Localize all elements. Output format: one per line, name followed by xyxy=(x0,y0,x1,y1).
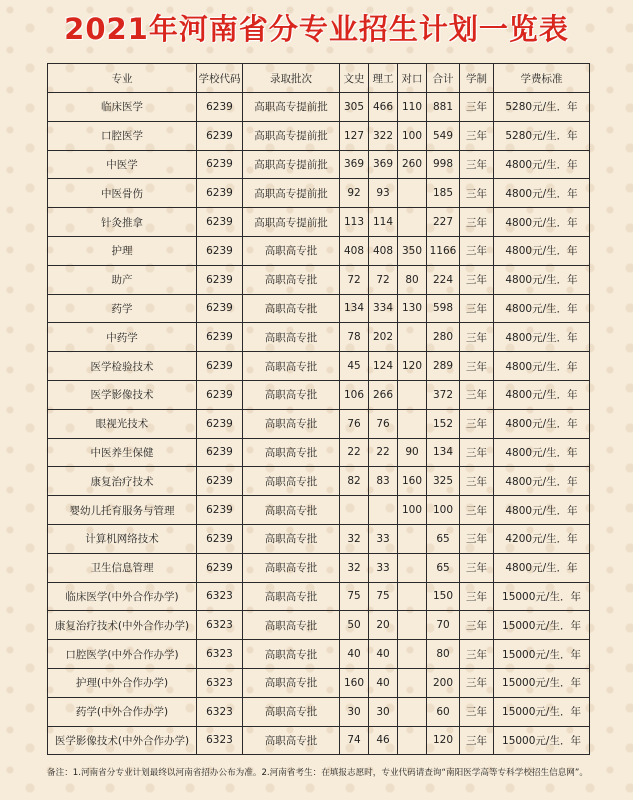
cell-total: 185 xyxy=(427,179,460,208)
enrollment-table xyxy=(47,63,590,755)
cell-major: 中药学 xyxy=(48,323,197,352)
cell-vocational xyxy=(398,553,427,582)
cell-vocational: 130 xyxy=(398,294,427,323)
cell-total: 325 xyxy=(427,467,460,496)
cell-tuition: 4800元/生．年 xyxy=(494,265,590,294)
cell-school-code: 6239 xyxy=(197,496,243,525)
cell-school-code: 6239 xyxy=(197,265,243,294)
cell-school-code: 6239 xyxy=(197,179,243,208)
cell-tuition: 15000元/生．年 xyxy=(494,640,590,669)
cell-duration: 三年 xyxy=(460,265,494,294)
cell-total: 549 xyxy=(427,121,460,150)
header-school-code: 学校代码 xyxy=(197,64,243,93)
cell-vocational xyxy=(398,179,427,208)
cell-science: 202 xyxy=(369,323,398,352)
cell-major: 口腔医学 xyxy=(48,121,197,150)
header-liberal-arts: 文史 xyxy=(340,64,369,93)
cell-duration: 三年 xyxy=(460,323,494,352)
cell-science: 124 xyxy=(369,352,398,381)
cell-major: 康复治疗技术 xyxy=(48,467,197,496)
cell-major: 口腔医学(中外合作办学) xyxy=(48,640,197,669)
cell-batch: 高职高专批 xyxy=(243,409,340,438)
cell-vocational xyxy=(398,208,427,237)
cell-duration: 三年 xyxy=(460,467,494,496)
cell-duration: 三年 xyxy=(460,121,494,150)
table-row xyxy=(48,668,590,697)
cell-science: 266 xyxy=(369,380,398,409)
cell-science: 72 xyxy=(369,265,398,294)
cell-vocational: 100 xyxy=(398,496,427,525)
cell-total: 60 xyxy=(427,697,460,726)
cell-total: 280 xyxy=(427,323,460,352)
cell-batch: 高职高专提前批 xyxy=(243,121,340,150)
cell-major: 中医骨伤 xyxy=(48,179,197,208)
cell-school-code: 6239 xyxy=(197,121,243,150)
cell-tuition: 4800元/生．年 xyxy=(494,294,590,323)
cell-batch: 高职高专提前批 xyxy=(243,150,340,179)
cell-batch: 高职高专批 xyxy=(243,553,340,582)
table-row xyxy=(48,93,590,122)
cell-duration: 三年 xyxy=(460,179,494,208)
cell-total: 65 xyxy=(427,524,460,553)
header-duration: 学制 xyxy=(460,64,494,93)
cell-liberal-arts: 22 xyxy=(340,438,369,467)
cell-total: 70 xyxy=(427,611,460,640)
cell-major: 护理 xyxy=(48,236,197,265)
cell-batch: 高职高专批 xyxy=(243,524,340,553)
header-batch: 录取批次 xyxy=(243,64,340,93)
cell-batch: 高职高专批 xyxy=(243,726,340,755)
cell-science: 40 xyxy=(369,640,398,669)
cell-batch: 高职高专批 xyxy=(243,352,340,381)
cell-duration: 三年 xyxy=(460,496,494,525)
cell-science: 22 xyxy=(369,438,398,467)
cell-batch: 高职高专批 xyxy=(243,323,340,352)
cell-tuition: 15000元/生．年 xyxy=(494,611,590,640)
cell-vocational xyxy=(398,668,427,697)
table-row xyxy=(48,121,590,150)
cell-tuition: 4800元/生．年 xyxy=(494,179,590,208)
cell-liberal-arts: 50 xyxy=(340,611,369,640)
cell-total: 998 xyxy=(427,150,460,179)
cell-liberal-arts: 74 xyxy=(340,726,369,755)
table-row xyxy=(48,726,590,755)
cell-science: 114 xyxy=(369,208,398,237)
table-row xyxy=(48,150,590,179)
cell-batch: 高职高专提前批 xyxy=(243,93,340,122)
cell-major: 婴幼儿托育服务与管理 xyxy=(48,496,197,525)
cell-duration: 三年 xyxy=(460,294,494,323)
cell-total: 134 xyxy=(427,438,460,467)
cell-science: 33 xyxy=(369,524,398,553)
header-science: 理工 xyxy=(369,64,398,93)
cell-science: 30 xyxy=(369,697,398,726)
cell-science: 322 xyxy=(369,121,398,150)
cell-duration: 三年 xyxy=(460,352,494,381)
table-row xyxy=(48,208,590,237)
cell-duration: 三年 xyxy=(460,93,494,122)
cell-school-code: 6239 xyxy=(197,208,243,237)
cell-school-code: 6239 xyxy=(197,380,243,409)
table-row xyxy=(48,582,590,611)
cell-major: 计算机网络技术 xyxy=(48,524,197,553)
cell-liberal-arts: 76 xyxy=(340,409,369,438)
cell-school-code: 6323 xyxy=(197,668,243,697)
cell-tuition: 4800元/生．年 xyxy=(494,467,590,496)
cell-science: 46 xyxy=(369,726,398,755)
cell-science: 20 xyxy=(369,611,398,640)
table-row xyxy=(48,323,590,352)
cell-liberal-arts: 369 xyxy=(340,150,369,179)
cell-liberal-arts: 127 xyxy=(340,121,369,150)
header-major: 专业 xyxy=(48,64,197,93)
table-row xyxy=(48,179,590,208)
table-body xyxy=(48,93,590,755)
cell-batch: 高职高专批 xyxy=(243,438,340,467)
cell-liberal-arts: 40 xyxy=(340,640,369,669)
cell-vocational xyxy=(398,323,427,352)
cell-batch: 高职高专提前批 xyxy=(243,179,340,208)
cell-total: 227 xyxy=(427,208,460,237)
cell-science: 83 xyxy=(369,467,398,496)
cell-science xyxy=(369,496,398,525)
table-row xyxy=(48,236,590,265)
cell-vocational xyxy=(398,726,427,755)
cell-school-code: 6323 xyxy=(197,582,243,611)
page-title: 2021年河南省分专业招生计划一览表 xyxy=(64,12,569,46)
cell-vocational: 110 xyxy=(398,93,427,122)
cell-batch: 高职高专批 xyxy=(243,380,340,409)
table-row xyxy=(48,294,590,323)
cell-tuition: 4200元/生．年 xyxy=(494,524,590,553)
table-row xyxy=(48,265,590,294)
header-vocational: 对口 xyxy=(398,64,427,93)
cell-school-code: 6239 xyxy=(197,323,243,352)
cell-science: 408 xyxy=(369,236,398,265)
cell-science: 466 xyxy=(369,93,398,122)
cell-liberal-arts: 72 xyxy=(340,265,369,294)
cell-batch: 高职高专批 xyxy=(243,582,340,611)
cell-major: 针灸推拿 xyxy=(48,208,197,237)
cell-school-code: 6239 xyxy=(197,438,243,467)
cell-liberal-arts: 106 xyxy=(340,380,369,409)
cell-liberal-arts: 92 xyxy=(340,179,369,208)
cell-duration: 三年 xyxy=(460,668,494,697)
cell-liberal-arts: 30 xyxy=(340,697,369,726)
cell-total: 881 xyxy=(427,93,460,122)
header-total: 合计 xyxy=(427,64,460,93)
cell-tuition: 4800元/生．年 xyxy=(494,236,590,265)
cell-vocational xyxy=(398,582,427,611)
table-row xyxy=(48,611,590,640)
cell-vocational xyxy=(398,697,427,726)
cell-school-code: 6239 xyxy=(197,352,243,381)
cell-total: 1166 xyxy=(427,236,460,265)
cell-tuition: 4800元/生．年 xyxy=(494,409,590,438)
cell-liberal-arts: 32 xyxy=(340,524,369,553)
table-row xyxy=(48,553,590,582)
cell-school-code: 6239 xyxy=(197,553,243,582)
cell-duration: 三年 xyxy=(460,697,494,726)
cell-batch: 高职高专批 xyxy=(243,294,340,323)
cell-duration: 三年 xyxy=(460,611,494,640)
cell-vocational: 90 xyxy=(398,438,427,467)
cell-science: 369 xyxy=(369,150,398,179)
cell-vocational xyxy=(398,640,427,669)
cell-major: 康复治疗技术(中外合作办学) xyxy=(48,611,197,640)
cell-major: 中医学 xyxy=(48,150,197,179)
cell-liberal-arts: 408 xyxy=(340,236,369,265)
table-row xyxy=(48,438,590,467)
cell-duration: 三年 xyxy=(460,726,494,755)
cell-liberal-arts: 305 xyxy=(340,93,369,122)
cell-liberal-arts: 134 xyxy=(340,294,369,323)
cell-batch: 高职高专批 xyxy=(243,467,340,496)
cell-tuition: 4800元/生．年 xyxy=(494,380,590,409)
cell-vocational: 350 xyxy=(398,236,427,265)
cell-batch: 高职高专批 xyxy=(243,668,340,697)
cell-school-code: 6323 xyxy=(197,611,243,640)
cell-school-code: 6239 xyxy=(197,236,243,265)
cell-school-code: 6323 xyxy=(197,640,243,669)
cell-major: 眼视光技术 xyxy=(48,409,197,438)
cell-science: 334 xyxy=(369,294,398,323)
table-row xyxy=(48,496,590,525)
cell-liberal-arts xyxy=(340,496,369,525)
cell-duration: 三年 xyxy=(460,380,494,409)
cell-liberal-arts: 82 xyxy=(340,467,369,496)
cell-duration: 三年 xyxy=(460,150,494,179)
cell-major: 临床医学 xyxy=(48,93,197,122)
cell-batch: 高职高专批 xyxy=(243,611,340,640)
cell-duration: 三年 xyxy=(460,208,494,237)
cell-science: 75 xyxy=(369,582,398,611)
cell-major: 护理(中外合作办学) xyxy=(48,668,197,697)
cell-vocational: 120 xyxy=(398,352,427,381)
cell-major: 中医养生保健 xyxy=(48,438,197,467)
table-row xyxy=(48,380,590,409)
table-row xyxy=(48,697,590,726)
cell-major: 药学(中外合作办学) xyxy=(48,697,197,726)
cell-school-code: 6323 xyxy=(197,697,243,726)
cell-duration: 三年 xyxy=(460,236,494,265)
cell-school-code: 6239 xyxy=(197,467,243,496)
cell-tuition: 4800元/生．年 xyxy=(494,438,590,467)
cell-total: 200 xyxy=(427,668,460,697)
cell-vocational xyxy=(398,524,427,553)
cell-duration: 三年 xyxy=(460,582,494,611)
cell-batch: 高职高专批 xyxy=(243,496,340,525)
cell-total: 120 xyxy=(427,726,460,755)
cell-tuition: 4800元/生．年 xyxy=(494,150,590,179)
cell-major: 临床医学(中外合作办学) xyxy=(48,582,197,611)
cell-liberal-arts: 32 xyxy=(340,553,369,582)
cell-batch: 高职高专批 xyxy=(243,640,340,669)
cell-school-code: 6239 xyxy=(197,93,243,122)
cell-vocational: 100 xyxy=(398,121,427,150)
table-row xyxy=(48,352,590,381)
cell-major: 医学检验技术 xyxy=(48,352,197,381)
cell-total: 598 xyxy=(427,294,460,323)
cell-liberal-arts: 160 xyxy=(340,668,369,697)
cell-tuition: 15000元/生．年 xyxy=(494,697,590,726)
cell-liberal-arts: 113 xyxy=(340,208,369,237)
cell-total: 289 xyxy=(427,352,460,381)
cell-total: 372 xyxy=(427,380,460,409)
cell-liberal-arts: 75 xyxy=(340,582,369,611)
cell-total: 100 xyxy=(427,496,460,525)
cell-batch: 高职高专提前批 xyxy=(243,208,340,237)
cell-tuition: 15000元/生．年 xyxy=(494,726,590,755)
cell-vocational xyxy=(398,380,427,409)
cell-vocational xyxy=(398,611,427,640)
cell-vocational: 80 xyxy=(398,265,427,294)
cell-duration: 三年 xyxy=(460,524,494,553)
cell-school-code: 6239 xyxy=(197,150,243,179)
cell-tuition: 5280元/生．年 xyxy=(494,93,590,122)
cell-batch: 高职高专批 xyxy=(243,697,340,726)
table-row xyxy=(48,640,590,669)
cell-tuition: 4800元/生．年 xyxy=(494,553,590,582)
table-row xyxy=(48,467,590,496)
cell-duration: 三年 xyxy=(460,553,494,582)
cell-school-code: 6239 xyxy=(197,409,243,438)
cell-total: 150 xyxy=(427,582,460,611)
cell-vocational: 260 xyxy=(398,150,427,179)
cell-major: 药学 xyxy=(48,294,197,323)
cell-major: 医学影像技术(中外合作办学) xyxy=(48,726,197,755)
table-row xyxy=(48,524,590,553)
cell-science: 76 xyxy=(369,409,398,438)
cell-batch: 高职高专批 xyxy=(243,236,340,265)
cell-batch: 高职高专批 xyxy=(243,265,340,294)
cell-school-code: 6323 xyxy=(197,726,243,755)
cell-duration: 三年 xyxy=(460,438,494,467)
cell-tuition: 4800元/生．年 xyxy=(494,496,590,525)
cell-duration: 三年 xyxy=(460,640,494,669)
cell-tuition: 4800元/生．年 xyxy=(494,323,590,352)
cell-vocational: 160 xyxy=(398,467,427,496)
cell-major: 卫生信息管理 xyxy=(48,553,197,582)
cell-tuition: 15000元/生．年 xyxy=(494,668,590,697)
cell-total: 152 xyxy=(427,409,460,438)
cell-tuition: 15000元/生．年 xyxy=(494,582,590,611)
cell-total: 65 xyxy=(427,553,460,582)
table-header-row xyxy=(48,64,590,93)
cell-science: 40 xyxy=(369,668,398,697)
cell-tuition: 4800元/生．年 xyxy=(494,208,590,237)
cell-major: 助产 xyxy=(48,265,197,294)
cell-liberal-arts: 78 xyxy=(340,323,369,352)
cell-vocational xyxy=(398,409,427,438)
cell-total: 80 xyxy=(427,640,460,669)
cell-school-code: 6239 xyxy=(197,294,243,323)
table-row xyxy=(48,409,590,438)
cell-science: 33 xyxy=(369,553,398,582)
cell-duration: 三年 xyxy=(460,409,494,438)
cell-science: 93 xyxy=(369,179,398,208)
cell-tuition: 4800元/生．年 xyxy=(494,352,590,381)
cell-liberal-arts: 45 xyxy=(340,352,369,381)
footnote: 备注：1.河南省分专业计划最终以河南省招办公布为准。2.河南省考生：在填报志愿时，专业代码请查询“南阳医学高等专科学校招生信息网”。 xyxy=(47,768,588,778)
cell-major: 医学影像技术 xyxy=(48,380,197,409)
header-tuition: 学费标准 xyxy=(494,64,590,93)
cell-tuition: 5280元/生．年 xyxy=(494,121,590,150)
cell-school-code: 6239 xyxy=(197,524,243,553)
cell-total: 224 xyxy=(427,265,460,294)
